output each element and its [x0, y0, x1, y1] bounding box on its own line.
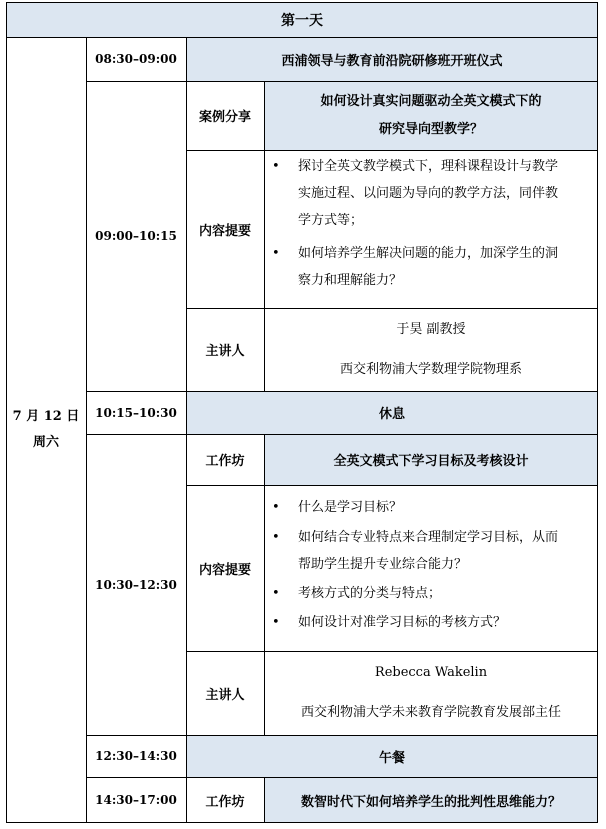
bullet-icon: • [272, 615, 280, 630]
bullet-icon: • [272, 530, 280, 545]
type-label-cell [186, 434, 264, 485]
bullet-icon: • [272, 500, 280, 515]
grid-line [86, 37, 87, 823]
session-title-cell [186, 37, 598, 81]
grid-line [186, 150, 598, 151]
bullet-continuation [272, 180, 592, 207]
session-title-cell [264, 81, 598, 150]
time-cell [86, 777, 186, 823]
date-cell [6, 37, 86, 823]
speaker-name: Rebecca Wakelin [374, 665, 488, 680]
speaker-label: 主讲人 [205, 687, 245, 703]
bullet-text: 实施过程、以问题为导向的教学方法，同伴教 [298, 186, 559, 201]
bullet-continuation [272, 551, 592, 578]
time-cell [86, 37, 186, 81]
bullet-item [272, 609, 592, 636]
bullet-continuation [272, 207, 592, 234]
session-title: 全英文模式下学习目标及考核设计 [333, 454, 529, 469]
time-text: 14:30–17:00 [95, 793, 177, 807]
session-title-line: 如何设计真实问题驱动全英文模式下的 [320, 93, 542, 109]
bullet-icon: • [272, 586, 280, 601]
content-label-cell [186, 485, 264, 651]
time-text: 10:15–10:30 [95, 405, 177, 420]
grid-line [186, 485, 598, 486]
grid-line [86, 735, 598, 736]
time-text: 12:30–14:30 [95, 749, 177, 763]
time-cell [86, 81, 186, 391]
type-label: 工作坊 [205, 794, 245, 810]
grid-line [186, 37, 187, 823]
bullet-item [272, 153, 592, 180]
session-title-line: 研究导向型教学？ [378, 121, 483, 137]
speaker-label-cell [186, 651, 264, 735]
time-cell [86, 735, 186, 777]
bullet-text: 察力和理解能力？ [298, 273, 403, 288]
bullet-continuation [272, 267, 592, 294]
bullet-text: 帮助学生提升专业综合能力？ [298, 557, 468, 572]
lunch-title: 午餐 [378, 750, 405, 766]
grid-line [86, 81, 598, 82]
bullet-text: 什么是学习目标？ [298, 500, 403, 515]
grid-line [186, 308, 598, 309]
time-cell [86, 434, 186, 735]
bullet-text: 学方式等； [298, 213, 364, 228]
session-title: 西浦领导与教育前沿院研修班开班仪式 [281, 53, 503, 69]
content-label: 内容提要 [198, 562, 251, 578]
speaker-cell [264, 651, 598, 735]
grid-line [264, 434, 265, 735]
grid-line [264, 777, 265, 823]
bullet-text: 探讨全英文教学模式下，理科课程设计与教学 [298, 159, 559, 174]
break-title: 休息 [378, 407, 405, 422]
grid-line [6, 37, 598, 38]
schedule-table [6, 2, 598, 823]
time-cell [86, 391, 186, 434]
speaker-affiliation: 西交利物浦大学未来教育学院教育发展部主任 [300, 705, 561, 720]
bullet-text: 如何培养学生解决问题的能力，加深学生的洞 [298, 246, 559, 261]
date-text: 7 月 12 日 [12, 409, 80, 424]
bullet-text: 如何设计对准学习目标的考核方式？ [298, 615, 507, 630]
time-text: 09:00–10:15 [95, 229, 177, 243]
day-header [6, 2, 598, 37]
type-label: 工作坊 [205, 454, 245, 469]
content-label-cell [186, 150, 264, 308]
bullet-item [272, 524, 592, 551]
speaker-label-cell [186, 308, 264, 391]
session-title: 数智时代下如何培养学生的批判性思维能力？ [300, 794, 561, 810]
bullet-icon: • [272, 246, 280, 261]
bullet-item [272, 580, 592, 607]
speaker-name: 于昊 副教授 [396, 321, 466, 337]
grid-line [86, 434, 598, 435]
time-text: 08:30–09:00 [95, 52, 177, 66]
day-title: 第一天 [281, 12, 323, 29]
speaker-label: 主讲人 [205, 344, 245, 359]
session-title-cell [264, 434, 598, 485]
time-text: 10:30–12:30 [95, 577, 177, 592]
type-label: 案例分享 [198, 110, 251, 125]
grid-line [186, 651, 598, 652]
lunch-title-cell [186, 735, 598, 777]
content-label: 内容提要 [198, 223, 251, 239]
bullet-item [272, 240, 592, 267]
type-label-cell [186, 81, 264, 150]
bullet-icon: • [272, 159, 280, 174]
grid-line [86, 391, 598, 392]
table-border [6, 2, 598, 3]
type-label-cell [186, 777, 264, 823]
table-border [597, 2, 598, 823]
speaker-cell [264, 308, 598, 391]
table-border [6, 2, 7, 823]
grid-line [264, 81, 265, 391]
bullet-text: 如何结合专业特点来合理制定学习目标，从而 [298, 530, 559, 545]
grid-line [86, 777, 598, 778]
bullet-text: 考核方式的分类与特点； [298, 586, 442, 601]
weekday-text: 周六 [32, 435, 59, 450]
session-title-cell [264, 777, 598, 823]
table-border [6, 822, 598, 823]
break-title-cell [186, 391, 598, 434]
speaker-affiliation: 西交利物浦大学数理学院物理系 [339, 361, 522, 377]
bullet-item [272, 494, 592, 521]
